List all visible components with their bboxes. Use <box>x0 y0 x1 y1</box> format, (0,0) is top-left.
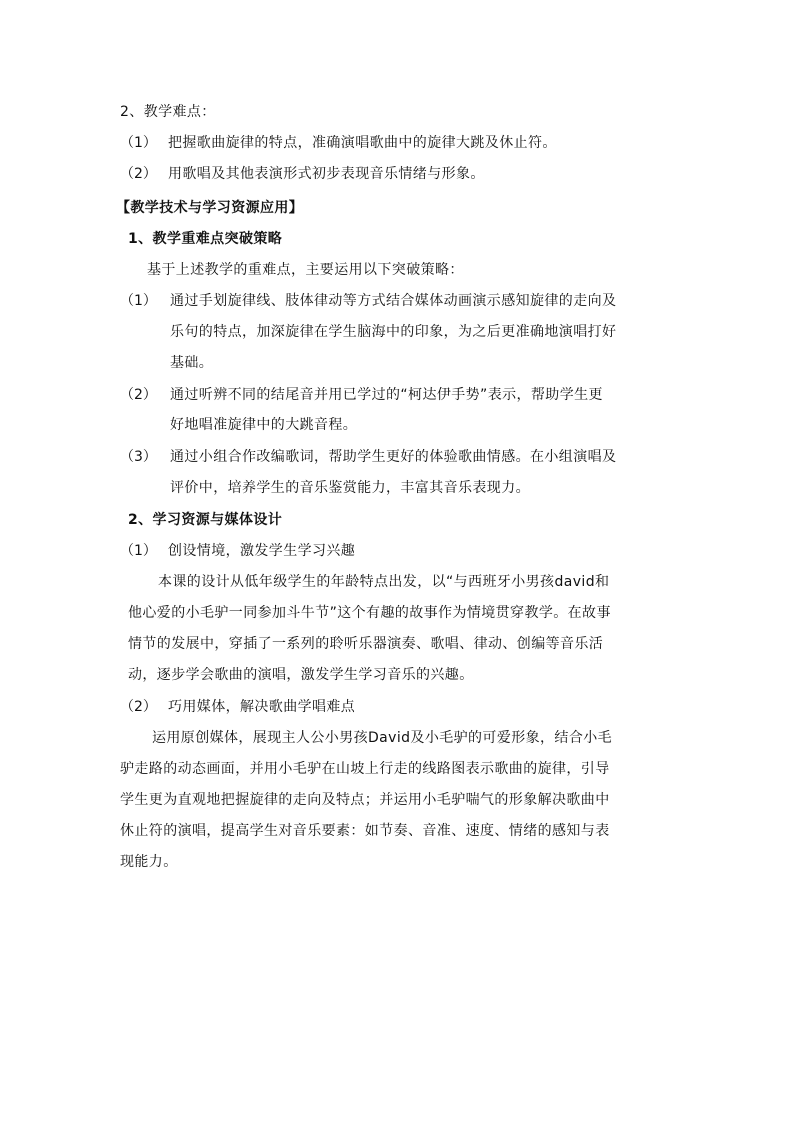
strategy-item-1-line-2: 乐句的特点，加深旋律在学生脑海中的印象，为之后更准确地演唱打好 <box>170 324 617 340</box>
resources-heading: 2、学习资源与媒体设计 <box>128 512 283 528</box>
strategy-item-1-line-1: 通过手划旋律线、肢体律动等方式结合媒体动画演示感知旋律的走向及 <box>170 293 617 309</box>
strategy-intro: 基于上述教学的重难点，主要运用以下突破策略： <box>147 262 464 278</box>
resources-item-1-line-4: 动，逐步学会歌曲的演唱，激发学生学习音乐的兴趣。 <box>128 667 474 683</box>
resources-item-2-line-5: 现能力。 <box>120 854 178 870</box>
resources-item-2-line-4: 休止符的演唱，提高学生对音乐要素：如节奏、音准、速度、情绪的感知与表 <box>120 823 610 839</box>
strategy-item-3-number: （3） <box>120 449 157 465</box>
resources-item-1-number: （1） <box>120 543 157 559</box>
resources-item-1-line-2: 他心爱的小毛驴一同参加斗牛节”这个有趣的故事作为情境贯穿教学。在故事 <box>128 605 611 621</box>
difficulty-item-2-text: 用歌唱及其他表演形式初步表现音乐情绪与形象。 <box>168 166 485 182</box>
strategy-item-2-number: （2） <box>120 387 157 403</box>
resources-item-2-line-1: 运用原创媒体，展现主人公小男孩David及小毛驴的可爱形象，结合小毛 <box>152 730 613 746</box>
strategy-item-1-number: （1） <box>120 293 157 309</box>
resources-item-1-line-1: 本课的设计从低年级学生的年龄特点出发，以“与西班牙小男孩david和 <box>158 574 610 590</box>
strategy-item-2-line-2: 好地唱准旋律中的大跳音程。 <box>170 417 358 433</box>
difficulty-item-2-number: （2） <box>120 166 157 182</box>
resources-item-2-number: （2） <box>120 699 157 715</box>
difficulty-heading: 2、教学难点： <box>120 104 216 120</box>
strategy-item-3-line-2: 评价中，培养学生的音乐鉴赏能力，丰富其音乐表现力。 <box>170 480 530 496</box>
resources-item-2-title: 巧用媒体，解决歌曲学唱难点 <box>168 699 356 715</box>
strategy-item-1-line-3: 基础。 <box>170 355 214 371</box>
strategy-item-3-line-1: 通过小组合作改编歌词，帮助学生更好的体验歌曲情感。在小组演唱及 <box>170 449 617 465</box>
strategy-heading: 1、教学重难点突破策略 <box>128 231 283 247</box>
resources-item-1-title: 创设情境，激发学生学习兴趣 <box>168 543 356 559</box>
difficulty-item-1-number: （1） <box>120 135 157 151</box>
strategy-item-2-line-1: 通过听辨不同的结尾音并用已学过的“柯达伊手势”表示，帮助学生更 <box>170 387 603 403</box>
section-title: 【教学技术与学习资源应用】 <box>116 200 304 216</box>
resources-item-1-line-3: 情节的发展中，穿插了一系列的聆听乐器演奏、歌唱、律动、创编等音乐活 <box>128 636 604 652</box>
difficulty-item-1-text: 把握歌曲旋律的特点，准确演唱歌曲中的旋律大跳及休止符。 <box>168 135 557 151</box>
resources-item-2-line-3: 学生更为直观地把握旋律的走向及特点；并运用小毛驴喘气的形象解决歌曲中 <box>120 792 610 808</box>
resources-item-2-line-2: 驴走路的动态画面，并用小毛驴在山坡上行走的线路图表示歌曲的旋律，引导 <box>120 761 610 777</box>
